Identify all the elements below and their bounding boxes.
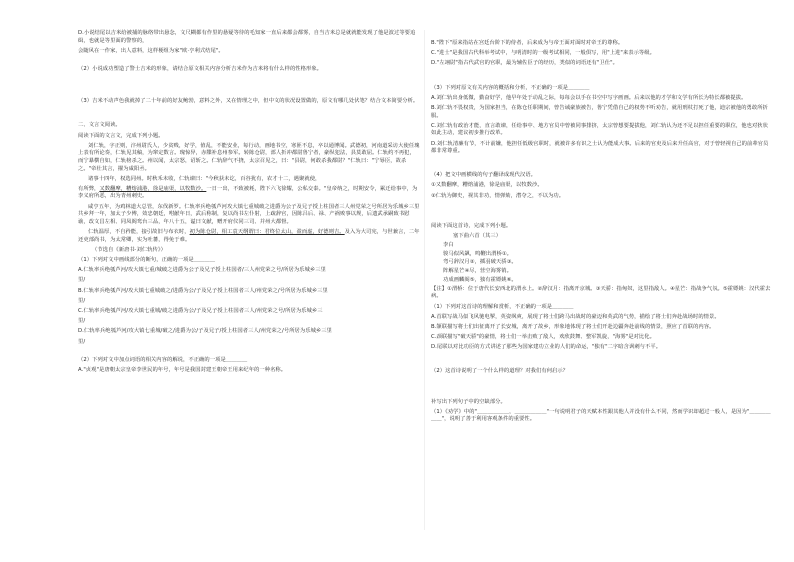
passage-text: 及入为大司宪，与世兼言，二年还吏部尚书， [78,229,420,243]
q4-option-a: A.仁轨率兵绝瓠芦河/攻大镇七重/城破之进爵为公子及兄子授上柱国者/三人州党荣之号/所居为乐城乡三里 [78,267,326,274]
question-8: （1）下列对这首诗的理解和赏析，不正确的一项是＿＿＿＿ [431,303,574,310]
passage-paragraph-1: 刘仁轨，字正则，汴州尉氏人，少贫贱，好学，值乱，不能安业，每行动，画地书空，寒匪不息，卒以通博闻。武德初，河南道采访大使任瑰上表有所论奏，仁轨见其稿，为窜定数言。瑰惊异，赤牒补息州参军。转陈仓尉，部人折冲都尉鲁宁者，豪纵犯法，县莫敢屈。仁轨约不再犯，而宁暴横自如，仁轨榜杀之。州以闻，太宗怒，诏斩之。仁轨辞气不挠，太宗召见之，曰："县尉，何敢杀我都尉？"仁轨曰："宁辱臣，故杀之。"帝壮其言，擢为咸阳丞。 [78,142,420,172]
poem-notes: 【注】①渭桥：位于唐代长安西北的渭水上。②辞汉月：指离开京城。③天骄：指匈奴，这里指敌人。④星芒：指战争气氛。⑤霍嫖姚：汉代霍去病。 [431,285,771,300]
option-d-text-cont: 会随风在一作家，出人意料，这样梗组为家"欧·亨利式结尾"。 [78,47,224,54]
passage-paragraph-5 [78,229,420,244]
fill-in-blank-1: （1）《劝学》中的"＿＿＿＿＿＿，＿＿＿＿＿＿"一句说明君子的天赋本性跟其他人并没有什么不同，然而学识却超过一般人，是因为"＿＿＿＿＿＿"，说明了善于利用客观条件的重要性。 [431,408,771,423]
q4-option-d: D.仁轨率兵绝瓠芦河/攻大镇七重城/破之/进爵为公/子及兄子/授上柱国者三人/州党荣之/号所居为乐城乡三里 [78,328,332,335]
question-6: （3）下列对原文有关内容的概括和分析，不正确的一项是＿＿＿＿ [431,84,590,91]
poem-block [431,233,773,285]
underlined-sentence-1: 又数翻摩，糟熔浦港，徐是庙渠，以牧数沙。 [99,185,207,192]
passage-paragraph-4: 咸亨五年，为鸡林道大总管，东伐新罗。仁轨率兵绝瓠芦河攻大镇七重城破之进爵为公子及兄子授上柱国者三人州党荣之号所居为乐城乡三里共乡拜一年，加太子少傅，效忠朝廷，咐献年日，武后称制，复以尚书左仆射，上疏辞官，因陈吕后、禄、产祸败事以规，后遗武承嗣致书慰谕，改文昌左相、同凤阁鸾台三品，年八十五，谥曰文献，赠开府仪同三司、并州大都督。 [78,203,420,225]
translation-sentence-1: ①又数翻摩，糟熔浦港，徐是庙渠，以牧数沙。 [431,182,543,189]
q6-option-b: B.刘仁轨不畏权贵，为国家担当，在陈仓任职期间，曾告诫豪族被告，鲁宁凭借自己的权势不听劝告，就用刑杖打死了他，迪宗被他的勇敢所折服。 [431,104,768,119]
option-d-text: D.小说结尾以吉米给被捕的脉络带出悬念，文尺糊都有作里的悬疑等待的毛知家一直后来都会都雾，自当吉米总是就就能发现了他是波过等要追缉，也就是等里面的警察的， [78,30,416,44]
q5-option-a: A."贞观"是唐朝太宗皇帝李世民的年号，年号是我国封建王朝帝王用来纪年的一种名称。 [78,366,287,373]
poem-instruction: 阅读下面这首诗，完成下列小题。 [431,222,512,229]
translation-sentence-2: ②仁轨为御史，视其非功，情弹劾，潜夺之，不以为功。 [431,192,565,199]
section-heading: 二、文言文阅读。 [78,122,121,129]
poem-line: 阵解星芒④尽，营空海雾销。 [443,268,512,275]
q5-option-d: D."左翊尉"指古代武官的官职，最为辅佐臣子的经历，类似的词语还有"卫仕"。 [431,60,618,67]
q4-option-b-cont: 里/ [78,297,86,304]
poem-title: 塞下曲六首（其三） [453,233,502,240]
q5-option-b: B."陛下"原来指站在宫廷台阶下的侍者，后来成为与帝王面对面时对帝王的尊称。 [431,40,624,46]
q8-option-d: D.尾联以对比功臣的方式讲述了那些为国家建功立业的人们的命运，"独有"二字暗含讽刺与不平。 [431,344,662,351]
question-7: （4）把文中画横线的句子翻译成现代汉语。 [431,172,537,179]
poem-line: 功成画麟阁⑤，独有霍嫖姚⑥。 [443,276,517,283]
q5-option-c: C."进士"是我国古代科举考试中，与明清时的一级考试相同，一般俱写，用"上进"来表示等级。 [431,50,655,57]
left-column [78,30,420,377]
q4-option-c: C.仁轨率兵绝瓠芦河/攻大镇七重城/破之进爵为公/子及兄子授上柱国者三人/州党荣之号/所居为乐城乡三 [78,307,323,314]
passage-text: 有所弊， [78,185,100,192]
question-2: （2）小说成功塑造了警士吉米的形象，请结合原文相关内容分析吉米作为吉米将有什么样的性格形象。 [78,65,323,72]
q4-option-c-cont: 里/ [78,318,86,325]
question-10: 补写出下列句子中的空缺部分。 [431,398,506,405]
question-3: （3）吉米不动声色我就掉了二十年前的好友鲍勃，意料之外，又在情理之中，但中文的状况设置做的，原文有哪几处伏笔？结合文本简要分析。 [78,98,419,105]
q6-option-d: D.刘仁轨清廉有节，不计前嫌，他担任低级官职时，就被许多有识之士认为能成大事。后来的官吏及后来升任高官，对于曾轻视自己的前辈官员都非常尊重。 [431,140,769,155]
passage-text: 一日一出，不致被耗，陛下六飞徐耀，公私交泰。"皇帝纳之，时期安令，累迁给事中，为李义府所恶，出为青州刺史。 [78,185,418,200]
poem-line: 骏马似风飙，鸣鞭出渭桥①。 [443,250,512,257]
poem-line: 弯弓辞汉月②，插羽破天骄③。 [443,259,517,266]
q8-option-a: A.首联写战马似飞风驰电掣，英姿飒爽，展现了将士们跨马出战时的豪迈和英武的气势，描绘了将士们奔赴战场时的情景。 [431,313,720,320]
question-9: （2）这首诗说明了一个什么样的道理？对我们有何启示？ [431,368,569,375]
column-divider [424,30,425,530]
question-5: （2）下列对文中加点词语的相关内容的解说，不正确的一项是＿＿＿＿ [78,356,248,363]
question-4: （1）下列对文中画线部分的断句，正确的一项是＿＿＿＿ [78,257,216,263]
passage-source: （节选自《新唐书·刘仁轨传》） [92,246,166,253]
q4-option-b: B.仁轨率兵绝瓠芦河/攻大镇七重城破之/进爵为公/子及兄子授上柱国者三人/州党荣之/号所居为乐城乡三里 [78,287,328,294]
passage-text: 仁轨温厚，不自矜能，接引故旧与布衣时， [88,229,190,236]
passage-paragraph-2: 诸事十四年，权选同州。时秋禾未收，仁轨谏曰："今秋获未讫，百谷犹有，农才十二，遇聚就使， [88,175,321,182]
q4-option-d-cont: 里/ [78,338,86,345]
underlined-sentence-2: 初为陈仓尉，相工袁天纲谓曰：君终位太山，盈而虚，好德则吉。 [189,229,345,236]
poem-author: 李白 [443,241,454,248]
passage-paragraph-3 [78,186,420,201]
q8-option-c: C.颈联描写"破天骄"的豪情，将士们一举击败了敌人，欢欣鼓舞、整军凯旋，"海雾"是对比化。 [431,334,655,341]
passage-text: 为太常卿，实为吐蕃，得免于难。 [110,236,191,243]
reading-instruction: 阅读下面的文言文，完成下列小题。 [78,132,164,139]
q6-option-a: A.刘仁轨出身低微，勤奋好学，他早年处于动乱之际，每每会以手在书空中写字画画。后来以他的才学和文学有所长为特长都被提拔。 [431,94,747,101]
q8-option-b: B.颔联描写将士们出征离开了长安城，离开了故乡，形象地体现了将士们开赴边疆奔赴前线的情景，照应了首联的内容。 [431,323,715,330]
q6-option-c: C.刘仁轨有政治才能，直言敢谏，任给事中、地方官员中曾被同事排挤，太宗曾想要提拔他，刘仁轨认为还不足以担任重要的职位，他也对狄状如此主动，建议初步推行改革。 [431,122,768,137]
q4-option-a-cont: 里/ [78,277,86,284]
right-column [431,40,773,427]
